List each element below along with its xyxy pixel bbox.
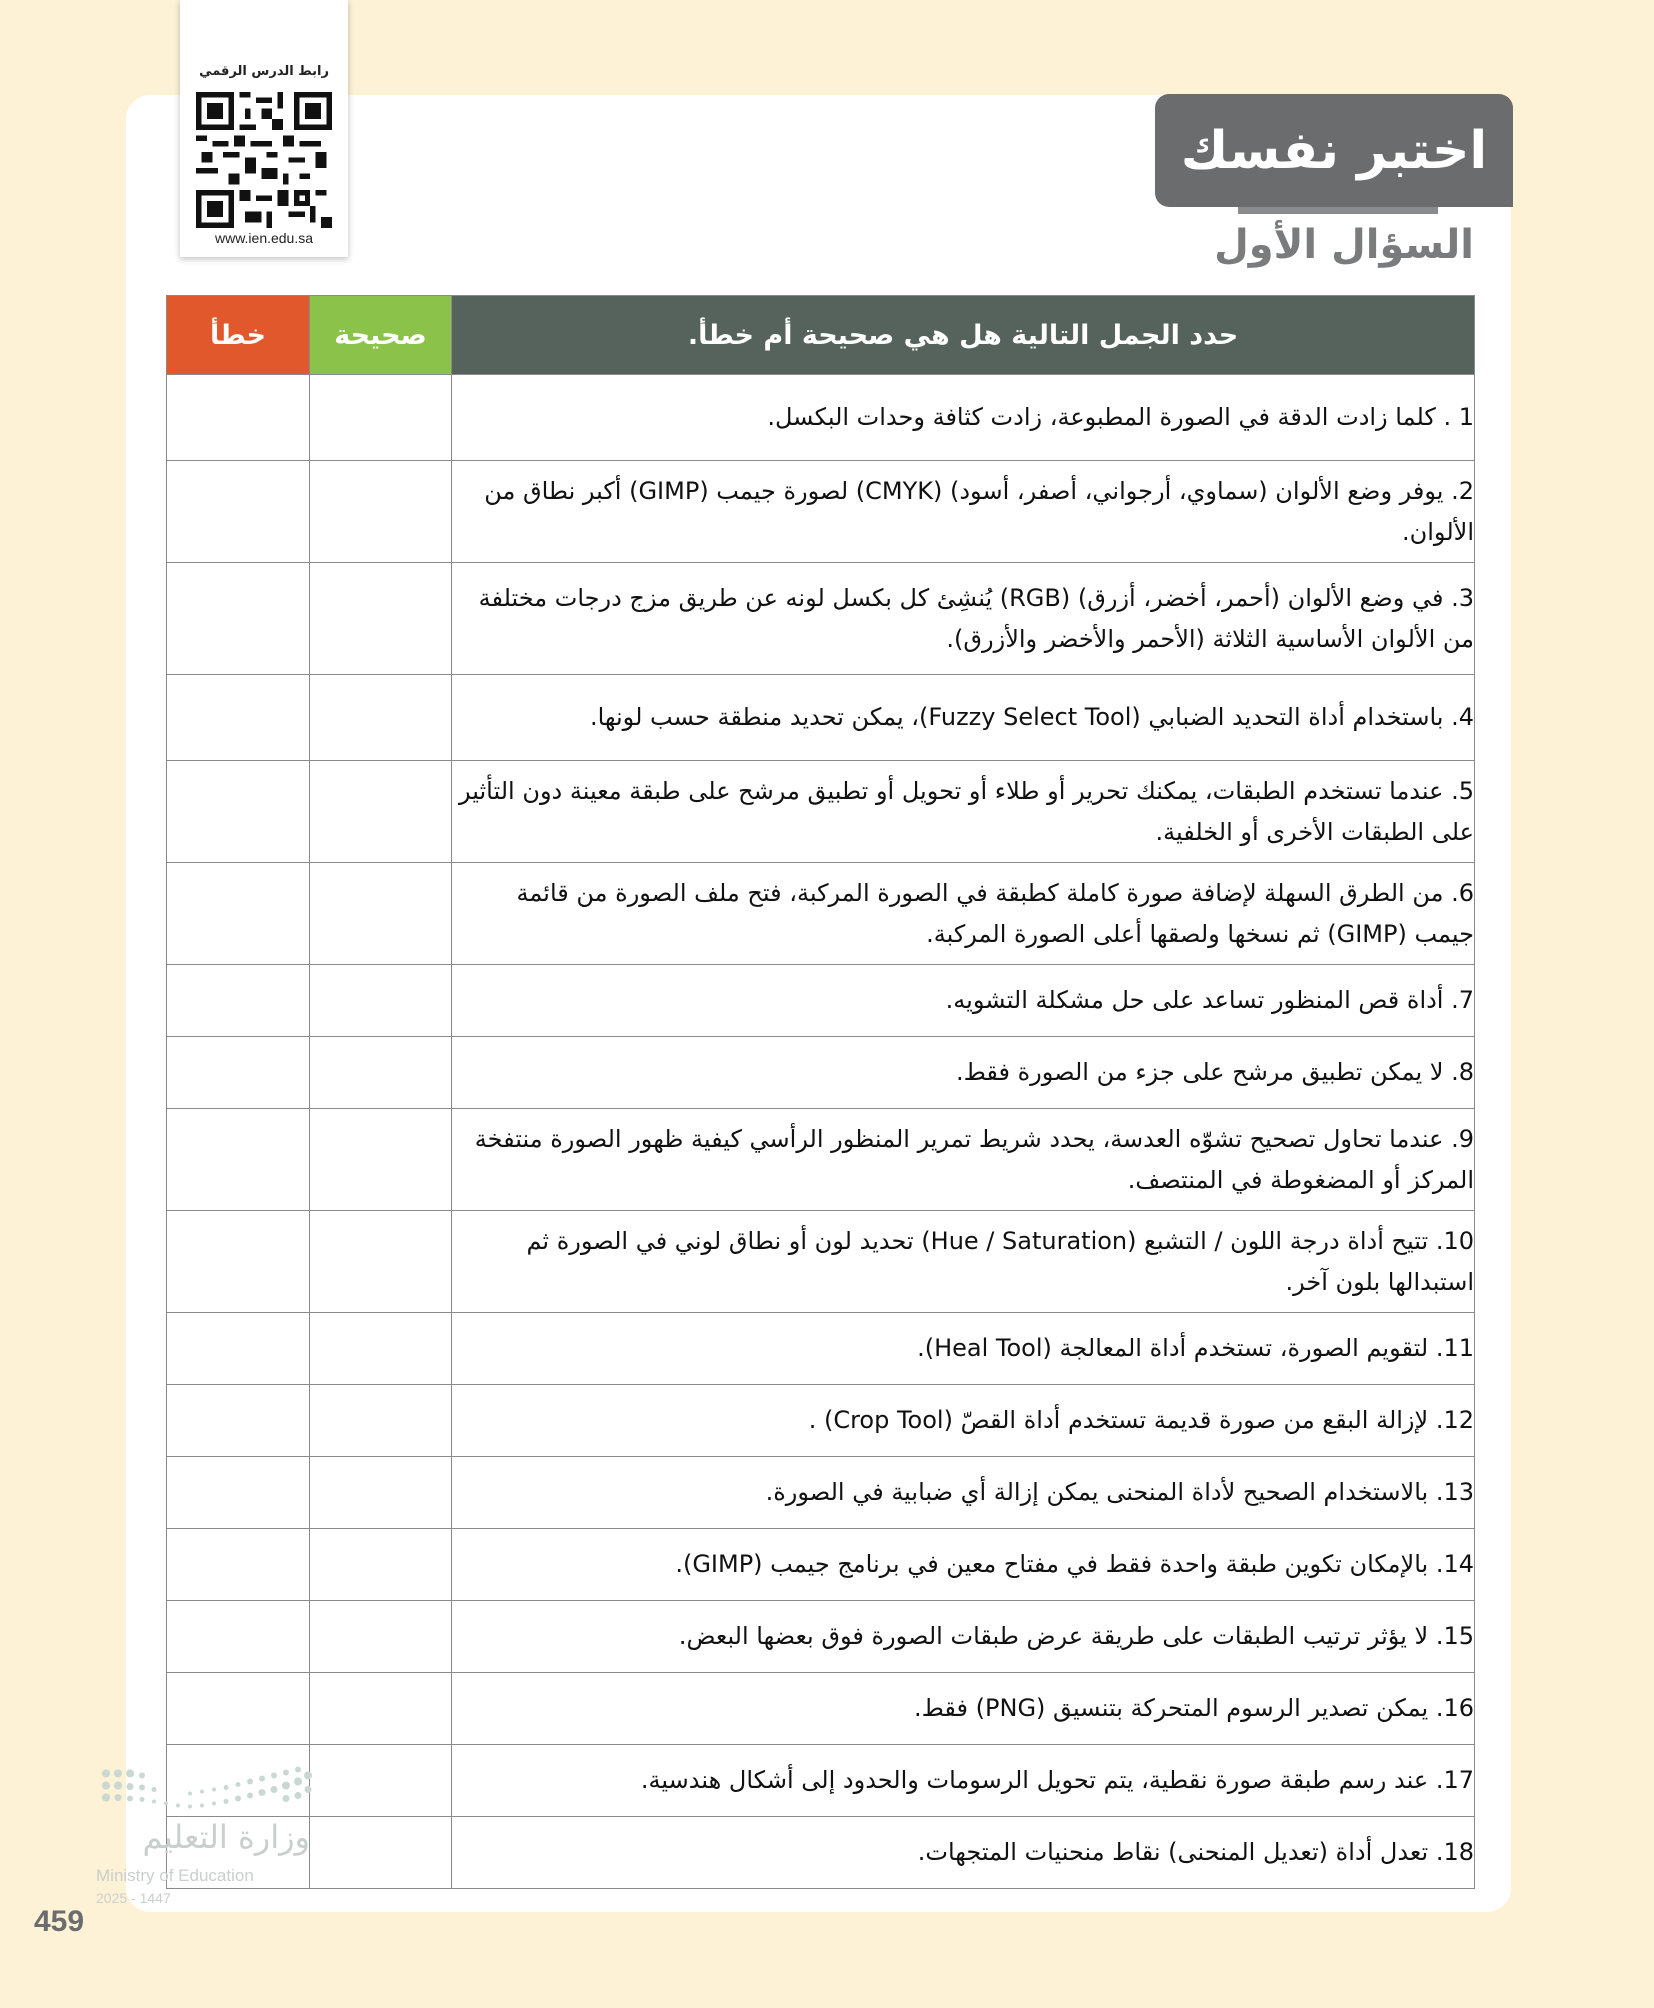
true-answer-cell[interactable] xyxy=(310,563,452,675)
table-row xyxy=(167,461,1475,563)
page-number: 459 xyxy=(34,1905,85,1938)
true-answer-cell[interactable] xyxy=(310,965,452,1037)
true-answer-cell[interactable] xyxy=(310,1037,452,1109)
true-answer-cell[interactable] xyxy=(310,461,452,563)
false-answer-cell[interactable] xyxy=(167,1109,310,1211)
table-row xyxy=(167,563,1475,675)
statement-cell: 12. لإزالة البقع من صورة قديمة تستخدم أداة القصّ (Crop Tool) . xyxy=(452,1385,1475,1457)
false-answer-cell[interactable] xyxy=(167,1313,310,1385)
section-subtitle: السؤال الأول xyxy=(1214,222,1474,268)
table-row xyxy=(167,1109,1475,1211)
true-answer-cell[interactable] xyxy=(310,1313,452,1385)
true-false-table xyxy=(166,295,1475,1889)
true-answer-cell[interactable] xyxy=(310,1385,452,1457)
false-answer-cell[interactable] xyxy=(167,675,310,761)
true-answer-cell[interactable] xyxy=(310,761,452,863)
ministry-year: 2025 - 1447 xyxy=(96,1890,171,1906)
false-answer-cell[interactable] xyxy=(167,863,310,965)
statement-cell: 18. تعدل أداة (تعديل المنحنى) نقاط منحنيات المتجهات. xyxy=(452,1817,1475,1889)
true-answer-cell[interactable] xyxy=(310,1529,452,1601)
false-answer-cell[interactable] xyxy=(167,1037,310,1109)
false-answer-cell[interactable] xyxy=(167,1385,310,1457)
table-row xyxy=(167,375,1475,461)
true-answer-cell[interactable] xyxy=(310,1457,452,1529)
statement-cell: 4. باستخدام أداة التحديد الضبابي (Fuzzy Select Tool)، يمكن تحديد منطقة حسب لونها. xyxy=(452,675,1475,761)
true-answer-cell[interactable] xyxy=(310,1211,452,1313)
statement-cell: 1 . كلما زادت الدقة في الصورة المطبوعة، زادت كثافة وحدات البكسل. xyxy=(452,375,1475,461)
statement-cell: 7. أداة قص المنظور تساعد على حل مشكلة التشويه. xyxy=(452,965,1475,1037)
statement-cell: 5. عندما تستخدم الطبقات، يمكنك تحرير أو طلاء أو تحويل أو تطبيق مرشح على طبقة معينة دون التأثير على الطبقات الأخرى أو الخلفية. xyxy=(452,761,1475,863)
table-row xyxy=(167,675,1475,761)
true-answer-cell[interactable] xyxy=(310,1601,452,1673)
table-row xyxy=(167,1817,1475,1889)
table-row xyxy=(167,1385,1475,1457)
table-row xyxy=(167,1211,1475,1313)
statement-cell: 6. من الطرق السهلة لإضافة صورة كاملة كطبقة في الصورة المركبة، فتح ملف الصورة من قائمة جيمب (GIMP) ثم نسخها ولصقها أعلى الصورة المركبة. xyxy=(452,863,1475,965)
table-header-row xyxy=(167,296,1475,375)
statement-cell: 9. عندما تحاول تصحيح تشوّه العدسة، يحدد شريط تمرير المنظور الرأسي كيفية ظهور الصورة منتفخة المركز أو المضغوطة في المنتصف. xyxy=(452,1109,1475,1211)
true-answer-cell[interactable] xyxy=(310,863,452,965)
table-row xyxy=(167,1457,1475,1529)
statement-cell: 14. بالإمكان تكوين طبقة واحدة فقط في مفتاح معين في برنامج جيمب (GIMP). xyxy=(452,1529,1475,1601)
table-row xyxy=(167,1745,1475,1817)
ministry-name-english: Ministry of Education xyxy=(96,1866,254,1885)
true-answer-cell[interactable] xyxy=(310,675,452,761)
table-row xyxy=(167,1601,1475,1673)
qr-code-icon[interactable] xyxy=(196,92,332,228)
false-answer-cell[interactable] xyxy=(167,1529,310,1601)
false-answer-cell[interactable] xyxy=(167,461,310,563)
statement-cell: 15. لا يؤثر ترتيب الطبقات على طريقة عرض طبقات الصورة فوق بعضها البعض. xyxy=(452,1601,1475,1673)
false-answer-cell[interactable] xyxy=(167,1601,310,1673)
false-answer-cell[interactable] xyxy=(167,761,310,863)
header-statement: حدد الجمل التالية هل هي صحيحة أم خطأ. xyxy=(452,296,1475,375)
page-title: اختبر نفسك xyxy=(1155,94,1513,207)
statement-cell: 11. لتقويم الصورة، تستخدم أداة المعالجة (Heal Tool). xyxy=(452,1313,1475,1385)
true-answer-cell[interactable] xyxy=(310,1109,452,1211)
false-answer-cell[interactable] xyxy=(167,563,310,675)
statement-cell: 16. يمكن تصدير الرسوم المتحركة بتنسيق (PNG) فقط. xyxy=(452,1673,1475,1745)
false-answer-cell[interactable] xyxy=(167,965,310,1037)
table-row xyxy=(167,1673,1475,1745)
true-answer-cell[interactable] xyxy=(310,375,452,461)
false-answer-cell[interactable] xyxy=(167,1457,310,1529)
statement-cell: 2. يوفر وضع الألوان (سماوي، أرجواني، أصفر، أسود) (CMYK) لصورة جيمب (GIMP) أكبر نطاق من الألوان. xyxy=(452,461,1475,563)
qr-caption: رابط الدرس الرقمي xyxy=(199,64,329,79)
statement-cell: 13. بالاستخدام الصحيح لأداة المنحنى يمكن إزالة أي ضبابية في الصورة. xyxy=(452,1457,1475,1529)
statement-cell: 17. عند رسم طبقة صورة نقطية، يتم تحويل الرسومات والحدود إلى أشكال هندسية. xyxy=(452,1745,1475,1817)
false-answer-cell[interactable] xyxy=(167,375,310,461)
table-row xyxy=(167,863,1475,965)
statement-cell: 3. في وضع الألوان (أحمر، أخضر، أزرق) (RGB) يُنشِئ كل بكسل لونه عن طريق مزج درجات مختلفة من الألوان الأساسية الثلاثة (الأحمر والأخضر والأزرق). xyxy=(452,563,1475,675)
table-row xyxy=(167,1313,1475,1385)
table-row xyxy=(167,761,1475,863)
table-row xyxy=(167,1529,1475,1601)
true-answer-cell[interactable] xyxy=(310,1745,452,1817)
header-true: صحيحة xyxy=(310,296,452,375)
false-answer-cell[interactable] xyxy=(167,1211,310,1313)
statement-cell: 8. لا يمكن تطبيق مرشح على جزء من الصورة فقط. xyxy=(452,1037,1475,1109)
qr-url[interactable]: www.ien.edu.sa xyxy=(214,230,314,246)
true-answer-cell[interactable] xyxy=(310,1673,452,1745)
ministry-name-arabic: وزارة التعليم xyxy=(142,1818,310,1856)
qr-panel[interactable] xyxy=(180,0,348,257)
true-answer-cell[interactable] xyxy=(310,1817,452,1889)
table-row xyxy=(167,965,1475,1037)
table-row xyxy=(167,1037,1475,1109)
statement-cell: 10. تتيح أداة درجة اللون / التشبع (Hue / Saturation) تحديد لون أو نطاق لوني في الصورة ثم استبدالها بلون آخر. xyxy=(452,1211,1475,1313)
header-false: خطأ xyxy=(167,296,310,375)
